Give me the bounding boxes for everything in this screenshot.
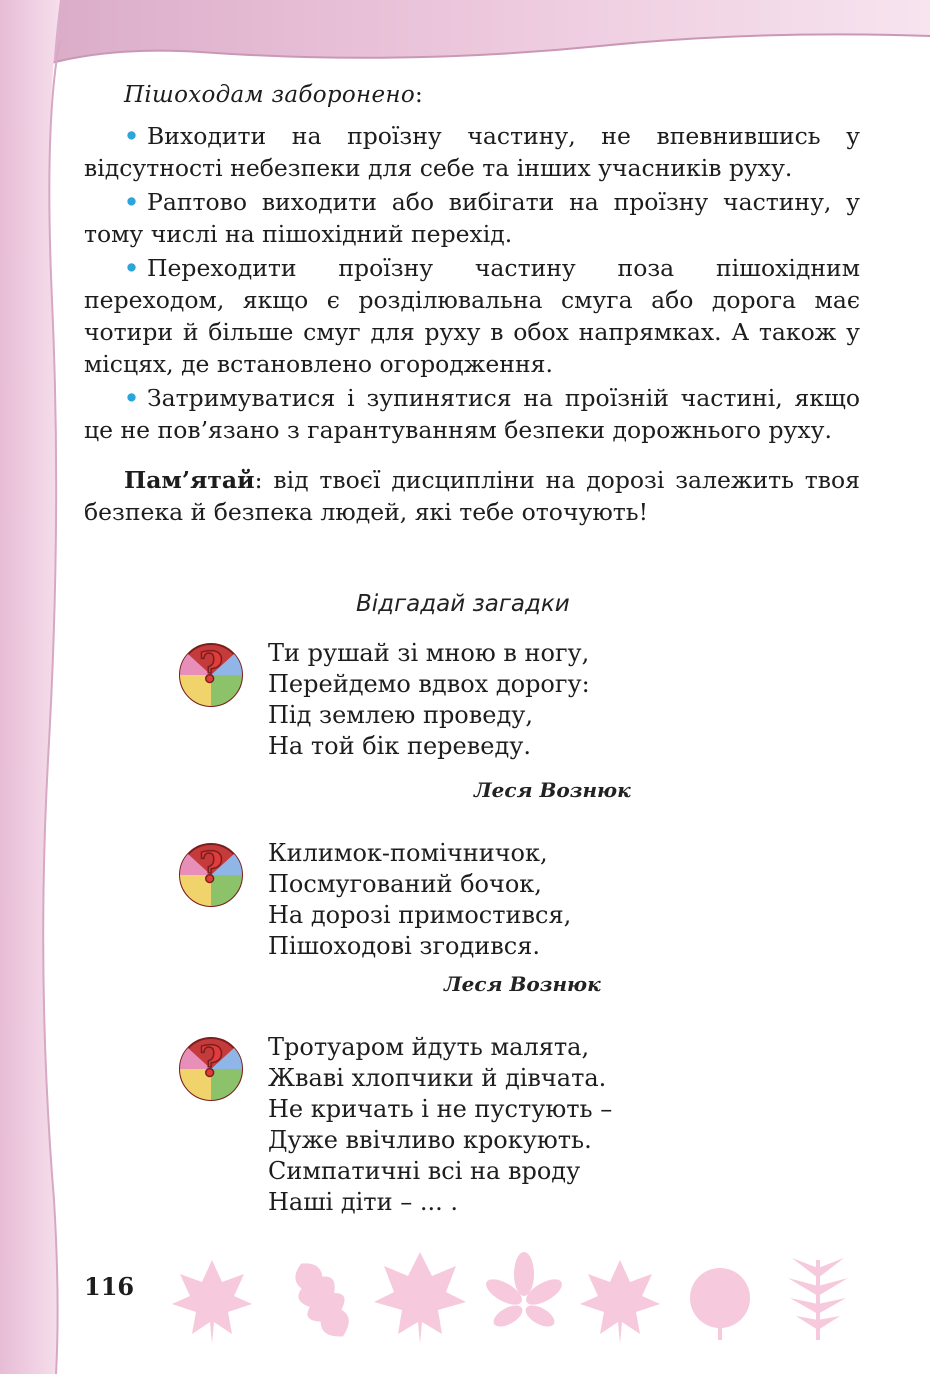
- remember-label: Пам’ятай: [124, 466, 255, 494]
- fern-leaf-icon: [788, 1258, 848, 1340]
- riddle-verse: [268, 638, 590, 762]
- rule-item: • Виходити на проїзну частину, не впевнившись у відсутності небезпеки для себе та інших учасників руху.: [84, 122, 860, 182]
- riddle-verse: [268, 838, 571, 962]
- bullet-icon: •: [124, 122, 140, 150]
- leaf-decoration-row: [172, 1252, 848, 1347]
- remember-note: [84, 464, 860, 528]
- question-puzzle-icon: [178, 642, 244, 708]
- maple-leaf-icon: [580, 1260, 660, 1344]
- verse-line: На той бік переведу.: [268, 732, 531, 760]
- page-number: 116: [84, 1272, 135, 1301]
- verse-line: Симпатичні всі на вроду: [268, 1157, 581, 1185]
- verse-line: На дорозі примостився,: [268, 901, 572, 929]
- verse-line: Ти рушай зі мною в ногу,: [268, 639, 590, 667]
- bullet-icon: •: [124, 254, 140, 282]
- verse-line: Наші діти – ... .: [268, 1188, 458, 1216]
- question-puzzle-icon: [178, 842, 244, 908]
- question-puzzle-icon: [178, 1036, 244, 1102]
- riddle-author: Леся Вознюк: [474, 778, 631, 802]
- rule-item: • Раптово виходити або вибігати на проїзну частину, у тому числі на пішохідний перехід.: [84, 188, 860, 248]
- chestnut-leaf-icon: [482, 1252, 566, 1331]
- intro-heading: Пішоходам заборонено:: [124, 82, 424, 108]
- riddles-title: Відгадай загадки: [356, 591, 570, 617]
- verse-line: Перейдемо вдвох дорогу:: [268, 670, 590, 698]
- riddle-verse: [268, 1032, 612, 1218]
- rules-list: [84, 120, 860, 446]
- rule-item: • Затримуватися і зупинятися на проїзній частині, якщо це не пов’язано з гарантуванням безпеки дорожнього руху.: [84, 384, 860, 444]
- main-content: [84, 82, 860, 528]
- bullet-icon: •: [124, 384, 140, 412]
- verse-line: Пішоходові згодився.: [268, 932, 541, 960]
- verse-line: Килимок-помічничок,: [268, 839, 548, 867]
- oak-leaf-icon: [283, 1253, 361, 1346]
- verse-line: Тротуаром йдуть малята,: [268, 1033, 590, 1061]
- maple-leaf-icon: [172, 1260, 252, 1344]
- maple-leaf-icon: [374, 1252, 466, 1344]
- svg-text:?: ?: [198, 643, 224, 692]
- verse-line: Жваві хлопчики й дівчата.: [268, 1064, 607, 1092]
- verse-line: Під землею проведу,: [268, 701, 533, 729]
- svg-text:?: ?: [198, 843, 224, 892]
- remember-text: : від твоєї дисципліни на дорозі залежить твоя безпека й безпека людей, які тебе оточують!: [84, 466, 860, 526]
- verse-line: Дуже ввічливо крокують.: [268, 1126, 592, 1154]
- verse-line: Не кричать і не пустують –: [268, 1095, 613, 1123]
- verse-line: Посмугований бочок,: [268, 870, 542, 898]
- riddle-author: Леся Вознюк: [444, 972, 601, 996]
- round-leaf-icon: [690, 1268, 750, 1340]
- svg-text:?: ?: [198, 1037, 224, 1086]
- rule-item: • Переходити проїзну частину поза пішохідним переходом, якщо є розділювальна смуга або дорога має чотири й більше смуг для руху в обох напрямках. А також у місцях, де встановлено огородження.: [84, 254, 860, 378]
- bullet-icon: •: [124, 188, 140, 216]
